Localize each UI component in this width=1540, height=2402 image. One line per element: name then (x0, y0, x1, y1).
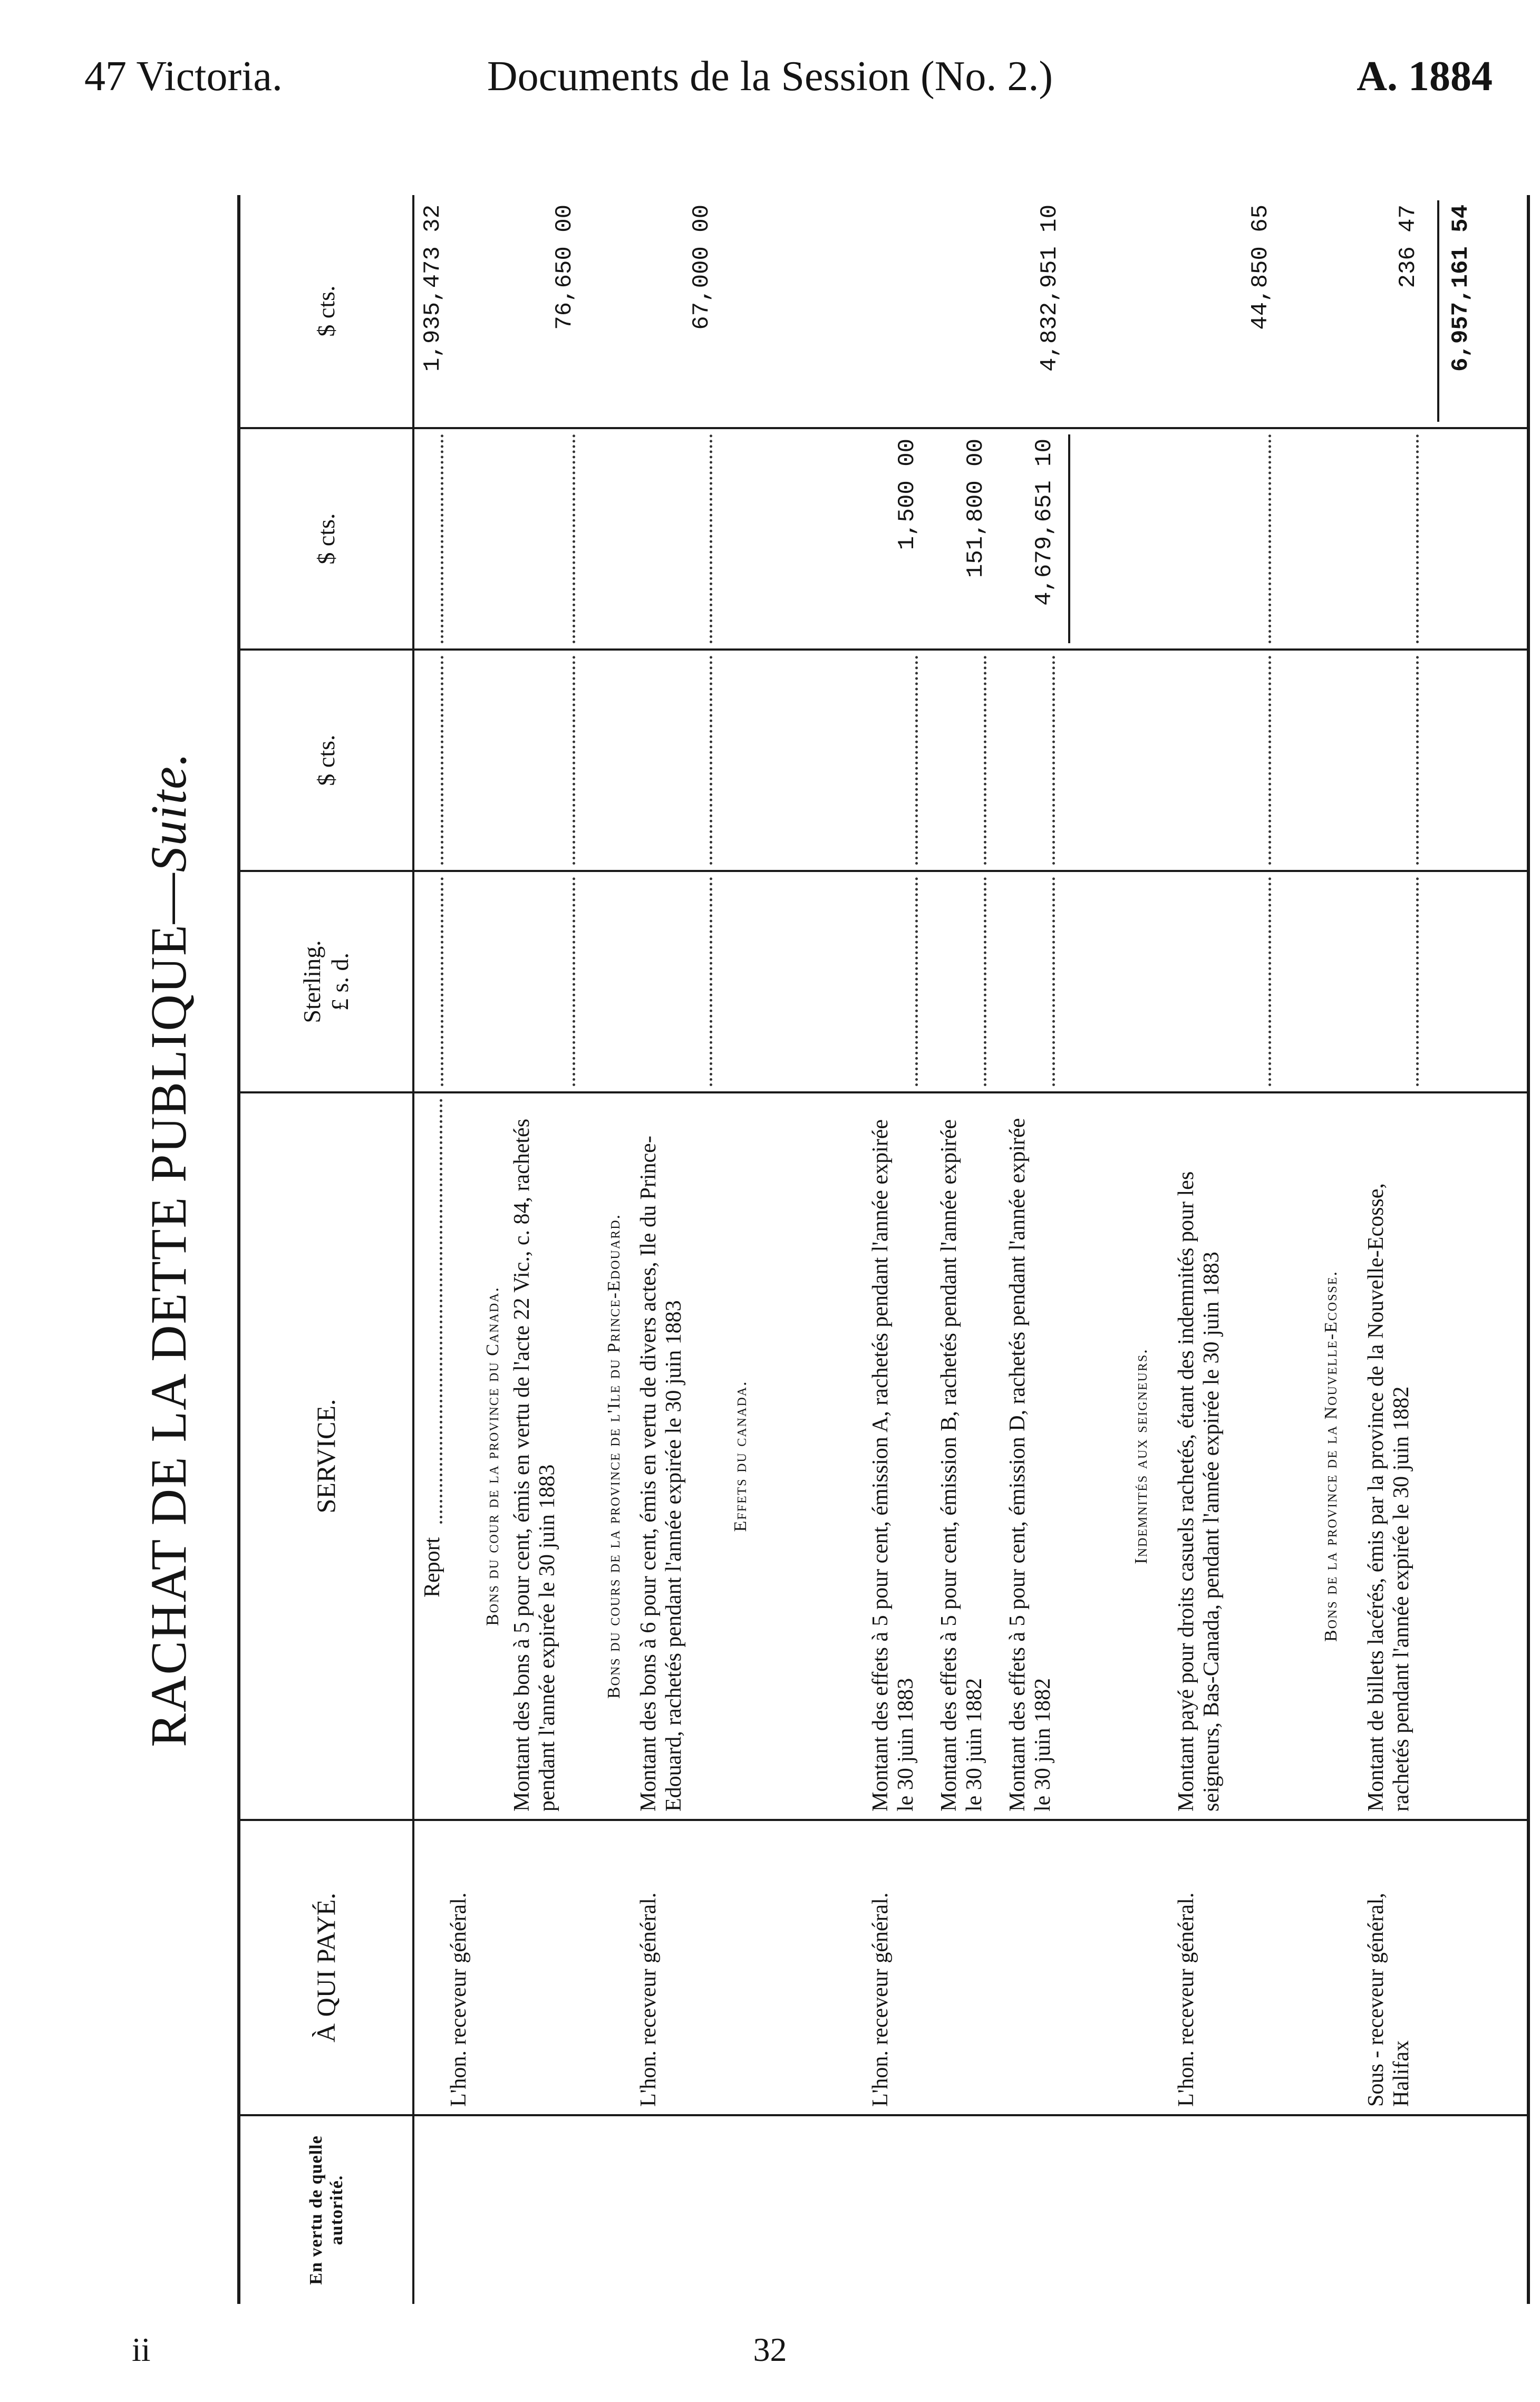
sterling-leader-2 (573, 877, 575, 1086)
header-payee: À QUI PAYÉ. (240, 1821, 414, 2114)
section-pei: Bons du cours de la province de l'Ile du Prince-Edouard. (604, 1213, 624, 1699)
footer-left: ii (132, 2331, 151, 2368)
amount-nouvelle-ecosse: 236 47 (1395, 205, 1421, 288)
report-leader (440, 1099, 442, 1524)
sterling-leader-3 (710, 877, 712, 1086)
money2-leader-1 (441, 434, 443, 643)
sterling-leader-7 (1268, 877, 1271, 1086)
amount-effets-total: 4,832,951 10 (1037, 205, 1063, 372)
header-authority: En vertu de quelle autorité. (240, 2116, 414, 2304)
payee-row-canada: L'hon. receveur général. (447, 1892, 471, 2107)
money2-leader-7 (1268, 434, 1271, 643)
money-1-body (414, 651, 1527, 870)
header-service: SERVICE. (240, 1093, 414, 1819)
payee-body (414, 1821, 1527, 2114)
money1-leader-4 (915, 656, 918, 865)
grand-total: 6,957,161 54 (1448, 205, 1474, 372)
page-title (121, 195, 216, 2304)
service-body (414, 1093, 1527, 1819)
sterling-leader-4 (915, 877, 918, 1086)
header-money-1: $ cts. (240, 651, 414, 870)
section-seigneurs: Indemnités aux seigneurs. (1131, 1348, 1151, 1564)
subtotal-rule (1068, 434, 1070, 643)
service-seigneurs: Montant payé pour droits casuels rachetés, étant des indemnités pour les seigneurs, Bas-Canada, pendant l'année expirée le 30 juin 1883 (1174, 1171, 1224, 1812)
total-rule (1437, 200, 1439, 422)
column-payee (240, 1819, 1527, 2114)
header-left: 47 Victoria. (84, 53, 283, 100)
amount-report: 1,935,473 32 (420, 205, 446, 372)
header-sterling (240, 872, 414, 1091)
column-money-2 (240, 427, 1527, 648)
sterling-label: Sterling. (298, 940, 326, 1023)
column-money-3 (240, 195, 1527, 427)
service-report: Report (420, 1537, 444, 1597)
column-money-1 (240, 648, 1527, 870)
sterling-leader-5 (984, 877, 986, 1086)
money-3-body (414, 195, 1527, 427)
sterling-leader-6 (1052, 877, 1055, 1086)
section-nouvelle-ecosse: Bons de la province de la Nouvelle-Ecosse. (1321, 1270, 1341, 1642)
section-canada: Bons du cour de la province du Canada. (483, 1286, 502, 1626)
money1-leader-7 (1268, 656, 1271, 865)
header-center: Documents de la Session (No. 2.) (487, 53, 1053, 100)
title-suite: Suite. (140, 752, 197, 873)
service-pei: Montant des bons à 6 pour cent, émis en vertu de divers actes, Ile du Prince-Edouard, rachetés pendant l'année expirée le 30 juin 1883 (636, 1136, 686, 1812)
sterling-body (414, 872, 1527, 1091)
amount-effets-a: 1,500 00 (894, 439, 921, 550)
payee-row-pei: L'hon. receveur général. (636, 1892, 661, 2107)
payee-row-halifax: Sous - receveur général, Halifax (1364, 1893, 1413, 2107)
authority-body (414, 2116, 1527, 2304)
money1-leader-6 (1052, 656, 1055, 865)
header-right: A. 1884 (1357, 53, 1493, 100)
header-money-3: $ cts. (240, 195, 414, 427)
page-number: 32 (753, 2331, 787, 2368)
payee-row-effets: L'hon. receveur général. (868, 1892, 893, 2107)
money1-leader-3 (710, 656, 712, 865)
amount-effets-b: 151,800 00 (963, 439, 989, 578)
service-effets-a: Montant des effets à 5 pour cent, émission A, rachetés pendant l'année expirée le 30 juin 1883 (868, 1119, 918, 1812)
section-effets: Effets du canada. (731, 1380, 750, 1532)
money2-leader-2 (573, 434, 575, 643)
service-nouvelle-ecosse: Montant de billets lacérés, émis par la province de la Nouvelle-Ecosse, rachetés pendant l'année expirée le 30 juin 1882 (1364, 1183, 1413, 1812)
column-authority (240, 2114, 1527, 2304)
sterling-units: £ s. d. (326, 953, 353, 1011)
rotated-table-page (121, 195, 1524, 2304)
amount-canada: 76,650 00 (551, 205, 578, 330)
money1-leader-8 (1416, 656, 1419, 865)
header-money-2: $ cts. (240, 429, 414, 648)
money1-leader-2 (573, 656, 575, 865)
title-main: RACHAT DE LA DETTE PUBLIQUE— (140, 872, 197, 1747)
service-canada: Montant des bons à 5 pour cent, émis en vertu de l'acte 22 Vic., c. 84, rachetés pendant l'année expirée le 30 juin 1883 (510, 1118, 559, 1812)
service-effets-b: Montant des effets à 5 pour cent, émission B, rachetés pendant l'année expirée le 30 juin 1882 (937, 1119, 986, 1812)
table (237, 195, 1530, 2304)
service-effets-d: Montant des effets à 5 pour cent, émission D, rachetés pendant l'année expirée le 30 juin 1882 (1005, 1118, 1055, 1812)
column-sterling (240, 870, 1527, 1091)
sterling-leader-8 (1416, 877, 1419, 1086)
sterling-leader-1 (441, 877, 443, 1086)
column-service (240, 1091, 1527, 1819)
amount-seigneurs: 44,850 65 (1247, 205, 1274, 330)
money-2-body (414, 429, 1527, 648)
money1-leader-1 (441, 656, 443, 865)
payee-row-seigneurs: L'hon. receveur général. (1174, 1892, 1198, 2107)
amount-effets-d: 4,679,651 10 (1031, 439, 1058, 606)
amount-pei: 67,000 00 (689, 205, 715, 330)
money2-leader-8 (1416, 434, 1419, 643)
money2-leader-3 (710, 434, 712, 643)
money1-leader-5 (984, 656, 986, 865)
